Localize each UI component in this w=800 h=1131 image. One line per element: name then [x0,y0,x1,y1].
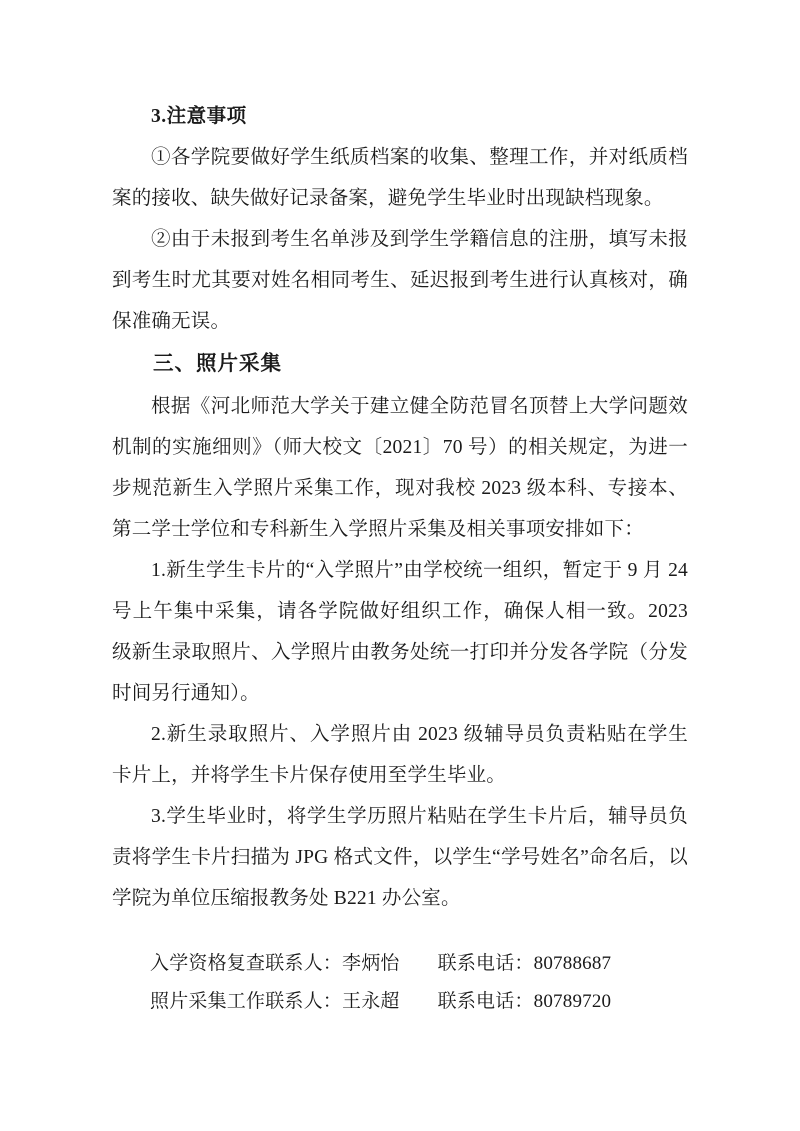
contact-person-name: 李炳怡 [342,953,400,974]
document-body [112,96,688,1021]
photo-collection-item-3: 3.学生毕业时，将学生学历照片粘贴在学生卡片后，辅导员负责将学生卡片扫描为 JPG 格式文件，以学生“学号姓名”命名后，以学院为单位压缩报教务处 B221 办公室。 [112,806,688,909]
contact-role-label: 照片采集工作联系人： [150,991,343,1012]
contact-phone-number: 80788687 [533,953,612,974]
contact-line-photo-collection [112,983,688,1021]
contact-line-admission-review [112,945,688,983]
note-paragraph-2: ②由于未报到考生名单涉及到学生学籍信息的注册，填写未报到考生时尤其要对姓名相同考生、延迟报到考生进行认真核对，确保准确无误。 [112,229,688,332]
contact-person-name: 王永超 [342,991,400,1012]
contact-role-label: 入学资格复查联系人： [150,953,343,974]
photo-collection-intro-paragraph: 根据《河北师范大学关于建立健全防范冒名顶替上大学问题效机制的实施细则》（师大校文〔2021〕70 号）的相关规定，为进一步规范新生入学照片采集工作，现对我校 2023 级本科、专接本、第二学士学位和专科新生入学照片采集及相关事项安排如下： [112,396,688,540]
contact-spacer [112,919,688,945]
contact-phone-number: 80789720 [533,991,612,1012]
contact-phone-label: 联系电话： [437,953,534,974]
notes-heading: 3.注意事项 [151,106,247,127]
contact-phone-label: 联系电话： [437,991,534,1012]
note-paragraph-1: ①各学院要做好学生纸质档案的收集、整理工作，并对纸质档案的接收、缺失做好记录备案，避免学生毕业时出现缺档现象。 [112,147,688,209]
photo-collection-item-1: 1.新生学生卡片的“入学照片”由学校统一组织，暂定于 9 月 24 号上午集中采集，请各学院做好组织工作，确保人相一致。2023 级新生录取照片、入学照片由教务处统一打印并分发各学院（分发时间另行通知）。 [112,560,688,704]
photo-collection-item-2: 2.新生录取照片、入学照片由 2023 级辅导员负责粘贴在学生卡片上，并将学生卡片保存使用至学生毕业。 [112,724,688,786]
section-heading-photo-collection: 三、照片采集 [153,353,282,375]
